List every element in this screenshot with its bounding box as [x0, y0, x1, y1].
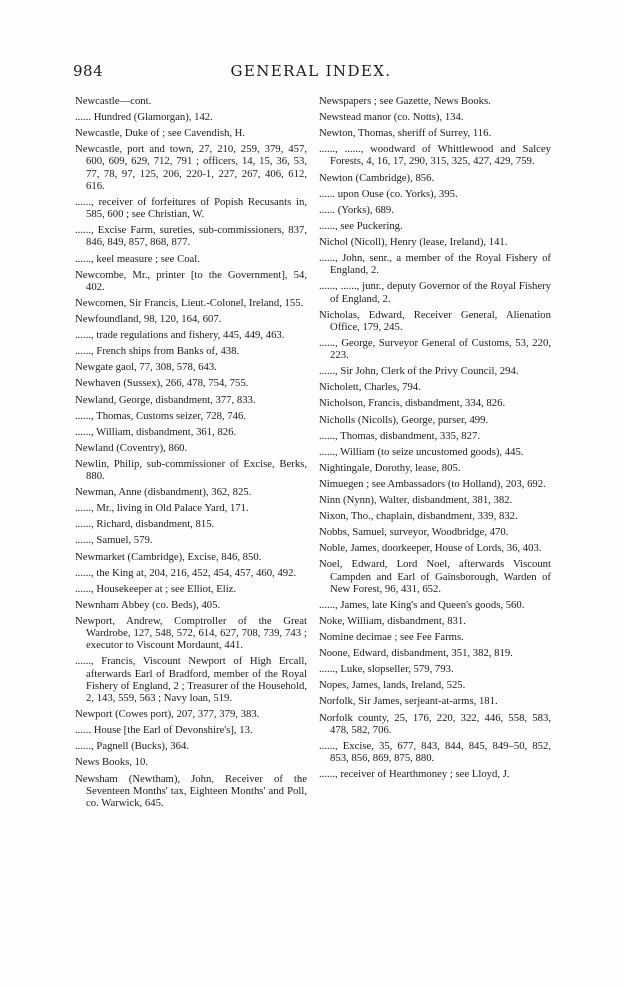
index-entry: Newman, Anne (disbandment), 362, 825. [75, 486, 252, 499]
index-entry: ......, Excise, 35, 677, 843, 844, 845, 849–50, 852, 853, 856, 869, 875, 880. [319, 739, 551, 765]
index-entry: ......, receiver of forfeitures of Popish Recusants in, 585, 600 ; see Christian, W. [75, 195, 307, 221]
index-entry: Newport (Cowes port), 207, 377, 379, 383. [75, 708, 260, 721]
index-entry: ......, George, Surveyor General of Customs, 53, 220, 223. [319, 336, 551, 362]
index-entry: Nicholson, Francis, disbandment, 334, 826. [319, 397, 506, 410]
index-entry: Nightingale, Dorothy, lease, 805. [319, 461, 461, 474]
index-entry: Nimuegen ; see Ambassadors (to Holland), 203, 692. [319, 477, 546, 490]
page-number: 984 [73, 62, 104, 80]
index-entry: ...... Hundred (Glamorgan), 142. [75, 111, 213, 124]
index-entry: Newsham (Newtham), John, Receiver of the Seventeen Months' tax, Eighteen Months' and Poll, co. Warwick, 645. [75, 772, 307, 809]
index-entry: ......, ......, woodward of Whittlewood and Salcey Forests, 4, 16, 17, 290, 315, 325, 427, 429, 759. [319, 143, 551, 168]
index-entry: Newland, George, disbandment, 377, 833. [75, 393, 256, 406]
index-entry: News Books, 10. [75, 756, 149, 769]
index-entry: ......, Mr., living in Old Palace Yard, 171. [75, 502, 249, 515]
index-entry: ...... (Yorks), 689. [319, 203, 394, 216]
index-entry: Nobbs, Samuel, surveyor, Woodbridge, 470. [319, 526, 509, 539]
index-entry: Newgate gaol, 77, 308, 578, 643. [75, 361, 217, 374]
index-entry: ......, French ships from Banks of, 438. [75, 345, 240, 358]
index-entry: ......, Thomas, Customs seizer, 728, 746. [75, 409, 246, 422]
index-entry: Newcombe, Mr., printer [to the Government], 54, 402. [75, 268, 307, 293]
index-entry: Newstead manor (co. Notts), 134. [319, 111, 464, 124]
index-entry: Newfoundland, 98, 120, 164, 607. [75, 313, 222, 326]
index-entry: ......, Richard, disbandment, 815. [75, 518, 215, 531]
index-entry: ......, see Puckering. [319, 219, 403, 232]
index-entry: ......, John, senr., a member of the Royal Fishery of England, 2. [319, 252, 551, 277]
index-entry: ......, keel measure ; see Coal. [75, 252, 200, 265]
index-entry: Nomine decimae ; see Fee Farms. [319, 631, 464, 644]
index-entry: ......, the King at, 204, 216, 452, 454, 457, 460, 492. [75, 566, 297, 579]
index-entry: Nichol (Nicoll), Henry (lease, Ireland), 141. [319, 235, 508, 248]
index-entry: Nicholls (Nicolls), George, purser, 499. [319, 413, 489, 426]
index-entry: ...... House [the Earl of Devonshire's], 13. [75, 724, 253, 737]
index-entry: Noble, James, doorkeeper, House of Lords, 36, 403. [319, 542, 542, 555]
index-entry: Newcastle, port and town, 27, 210, 259, 379, 457, 600, 609, 629, 712, 791 ; officers, 14, 15, 36, 53, 77, 78, 97, 125, 206, 220-1, 227, 267, 406, 612, 616. [75, 143, 307, 192]
index-entry: ......, ......, junr., deputy Governor of the Royal Fishery of England, 2. [319, 280, 551, 305]
index-entry: Nopes, James, lands, Ireland, 525. [319, 679, 466, 692]
index-entry: Newlin, Philip, sub-commissioner of Excise, Berks, 880. [75, 457, 307, 483]
index-entry: ......, receiver of Hearthmoney ; see Lloyd, J. [319, 768, 510, 781]
index-entry: Norfolk county, 25, 176, 220, 322, 446, 558, 583, 478, 582, 706. [319, 711, 551, 736]
index-entry: ...... upon Ouse (co. Yorks), 395. [319, 187, 458, 200]
index-entry: Newcastle—cont. [75, 95, 152, 107]
running-title: GENERAL INDEX. [230, 62, 392, 80]
index-entry: Nicholas, Edward, Receiver General, Alienation Office, 179, 245. [319, 308, 551, 333]
index-entry: Newmarket (Cambridge), Excise, 846, 850. [75, 550, 262, 563]
index-entry: Nixon, Tho., chaplain, disbandment, 339, 832. [319, 510, 518, 523]
index-entry: Noel, Edward, Lord Noel, afterwards Viscount Campden and Earl of Gainsborough, Warden of New Forest, 96, 431, 652. [319, 558, 551, 595]
index-entry: Ninn (Nynn), Walter, disbandment, 381, 382. [319, 493, 513, 506]
index-entry: ......, William (to seize uncustomed goods), 445. [319, 445, 524, 458]
index-entry: ......, Housekeeper at ; see Elliot, Eliz. [75, 582, 237, 595]
index-column-right [319, 95, 551, 784]
index-column-left [75, 95, 307, 813]
index-entry: Norfolk, Sir James, serjeant-at-arms, 181. [319, 695, 498, 708]
index-entry: Newcastle, Duke of ; see Cavendish, H. [75, 127, 246, 140]
page-header [73, 62, 549, 84]
index-entry: Newcomen, Sir Francis, Lieut.-Colonel, Ireland, 155. [75, 296, 304, 309]
index-entry: Noke, William, disbandment, 831. [319, 614, 466, 627]
index-entry: ......, Francis, Viscount Newport of High Ercall, afterwards Earl of Bradford, member of the Royal Fishery of England, 2 ; Treasurer of the Household, 2, 143, 559, 563 ; Navy loan, 519. [75, 655, 307, 705]
index-entry: ......, trade regulations and fishery, 445, 449, 463. [75, 329, 285, 342]
index-entry: Newhaven (Sussex), 266, 478, 754, 755. [75, 377, 249, 390]
index-entry: Newnham Abbey (co. Beds), 405. [75, 598, 221, 611]
index-entry: Nicholett, Charles, 794. [319, 381, 421, 394]
index-entry: Noone, Edward, disbandment, 351, 382, 819. [319, 647, 513, 660]
index-entry: ......, James, late King's and Queen's goods, 560. [319, 598, 525, 611]
index-entry: ......, Sir John, Clerk of the Privy Council, 294. [319, 365, 519, 378]
index-entry: Newton, Thomas, sheriff of Surrey, 116. [319, 127, 492, 140]
index-entry: Newport, Andrew, Comptroller of the Great Wardrobe, 127, 548, 572, 614, 627, 708, 739, 743 ; executor to Viscount Mordaunt, 441. [75, 614, 307, 652]
index-entry: Newton (Cambridge), 856. [319, 171, 435, 184]
index-entry: ......, Thomas, disbandment, 335, 827. [319, 429, 480, 442]
index-entry: ......, Samuel, 579. [75, 534, 153, 547]
index-entry: ......, Pagnell (Bucks), 364. [75, 740, 189, 753]
index-entry: Newland (Coventry), 860. [75, 441, 188, 454]
index-entry: ......, William, disbandment, 361, 826. [75, 425, 237, 438]
index-entry: Newspapers ; see Gazette, News Books. [319, 95, 491, 107]
index-entry: ......, Excise Farm, sureties, sub-commissioners, 837, 846, 849, 857, 868, 877. [75, 224, 307, 249]
index-entry: ......, Luke, slopseller, 579, 793. [319, 663, 454, 676]
